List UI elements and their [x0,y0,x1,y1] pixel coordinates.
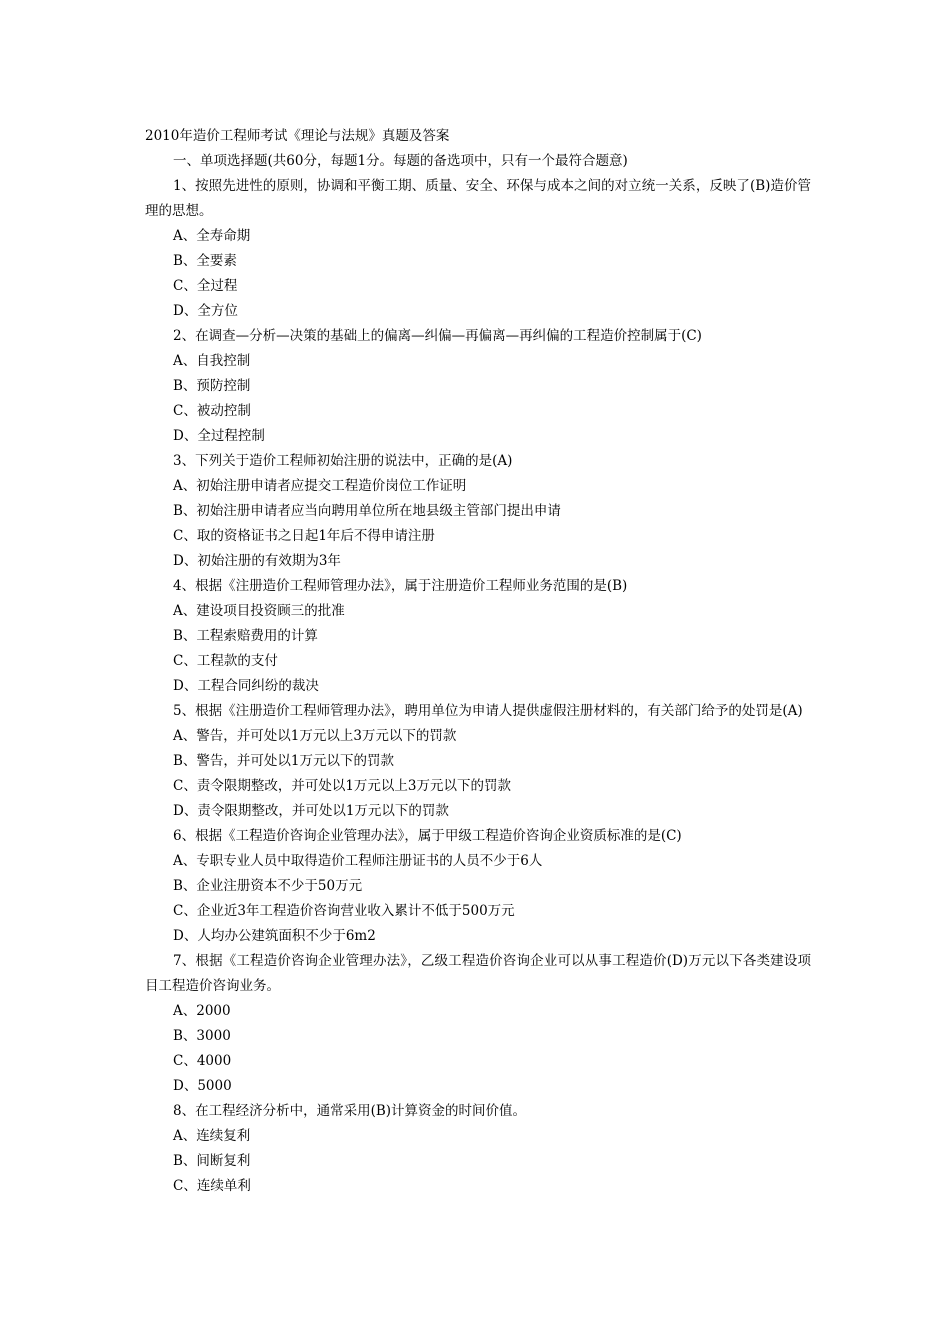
question-option: C、连续单利 [173,1178,251,1194]
question-option: D、5000 [173,1078,232,1094]
question-option: A、连续复利 [173,1128,251,1144]
question-option: B、初始注册申请者应当向聘用单位所在地县级主管部门提出申请 [173,503,561,519]
question-stem: 7、根据《工程造价咨询企业管理办法》，乙级工程造价咨询企业可以从事工程造价(D)万元以下各类建设项目工程造价咨询业务。 [145,953,811,994]
question-option: C、企业近3年工程造价咨询营业收入累计不低于500万元 [173,903,515,919]
question-option: A、初始注册申请者应提交工程造价岗位工作证明 [173,478,467,494]
question-option: B、间断复利 [173,1153,251,1169]
question-stem: 4、根据《注册造价工程师管理办法》，属于注册造价工程师业务范围的是(B) [173,578,628,594]
question-option: B、警告，并可处以1万元以下的罚款 [173,753,395,769]
question-stem: 1、按照先进性的原则，协调和平衡工期、质量、安全、环保与成本之间的对立统一关系，反映了(B)造价管理的思想。 [145,178,811,219]
question-option: A、2000 [173,1003,231,1019]
question-stem: 5、根据《注册造价工程师管理办法》，聘用单位为申请人提供虚假注册材料的，有关部门给予的处罚是(A) [173,703,803,719]
question-option: C、被动控制 [173,403,251,419]
question-option: C、4000 [173,1053,232,1069]
question-option: A、建设项目投资顾三的批准 [173,603,345,619]
question-option: B、3000 [173,1028,231,1044]
question-option: D、工程合同纠纷的裁决 [173,678,319,694]
question-option: C、工程款的支付 [173,653,278,669]
question-option: B、企业注册资本不少于50万元 [173,878,363,894]
section-heading: 一、单项选择题(共60分，每题1分。每题的备选项中，只有一个最符合题意) [173,153,628,169]
question-option: D、初始注册的有效期为3年 [173,553,341,569]
question-option: B、全要素 [173,253,237,269]
question-stem: 6、根据《工程造价咨询企业管理办法》，属于甲级工程造价咨询企业资质标准的是(C) [173,828,682,844]
document-title: 2010年造价工程师考试《理论与法规》真题及答案 [145,128,450,144]
question-option: D、全方位 [173,303,238,319]
question-option: D、全过程控制 [173,428,265,444]
question-stem: 3、下列关于造价工程师初始注册的说法中，正确的是(A) [173,453,513,469]
question-option: A、专职专业人员中取得造价工程师注册证书的人员不少于6人 [173,853,543,869]
question-stem: 8、在工程经济分析中，通常采用(B)计算资金的时间价值。 [173,1103,527,1119]
question-option: C、取的资格证书之日起1年后不得申请注册 [173,528,435,544]
question-stem: 2、在调查—分析—决策的基础上的偏离—纠偏—再偏离—再纠偏的工程造价控制属于(C) [173,328,702,344]
question-option: B、工程索赔费用的计算 [173,628,318,644]
question-option: D、责令限期整改，并可处以1万元以下的罚款 [173,803,449,819]
question-option: A、全寿命期 [173,228,251,244]
question-option: B、预防控制 [173,378,251,394]
document-body [145,124,811,1199]
question-option: C、责令限期整改，并可处以1万元以上3万元以下的罚款 [173,778,512,794]
question-option: A、警告，并可处以1万元以上3万元以下的罚款 [173,728,457,744]
question-option: C、全过程 [173,278,238,294]
question-option: D、人均办公建筑面积不少于6m2 [173,928,376,944]
question-option: A、自我控制 [173,353,251,369]
